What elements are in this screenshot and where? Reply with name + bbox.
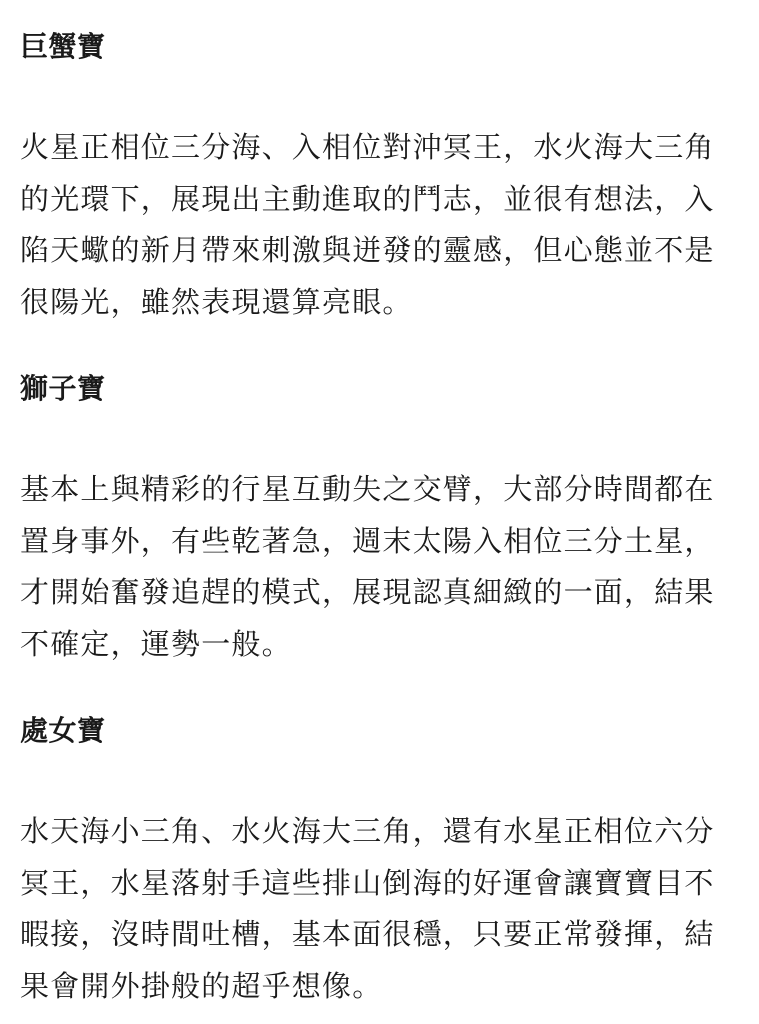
section-body-leo: 基本上與精彩的行星互動失之交臂，大部分時間都在置身事外，有些乾著急，週末太陽入相位三分土星，才開始奮發追趕的模式，展現認真細緻的一面，結果不確定，運勢一般。	[20, 472, 715, 661]
section-title-virgo: 處女寶	[20, 714, 106, 747]
section-body-virgo: 水天海小三角、水火海大三角，還有水星正相位六分冥王，水星落射手這些排山倒海的好運會讓寶寶目不暇接，沒時間吐槽，基本面很穩，只要正常發揮，結果會開外掛般的超乎想像。	[20, 814, 715, 1003]
section-body-cancer: 火星正相位三分海、入相位對沖冥王，水火海大三角的光環下，展現出主動進取的鬥志，並很有想法，入陷天蠍的新月帶來刺激與迸發的靈感，但心態並不是很陽光，雖然表現還算亮眼。	[20, 130, 715, 319]
section-title-leo: 獅子寶	[20, 372, 106, 405]
section-title-cancer: 巨蟹寶	[20, 30, 106, 63]
